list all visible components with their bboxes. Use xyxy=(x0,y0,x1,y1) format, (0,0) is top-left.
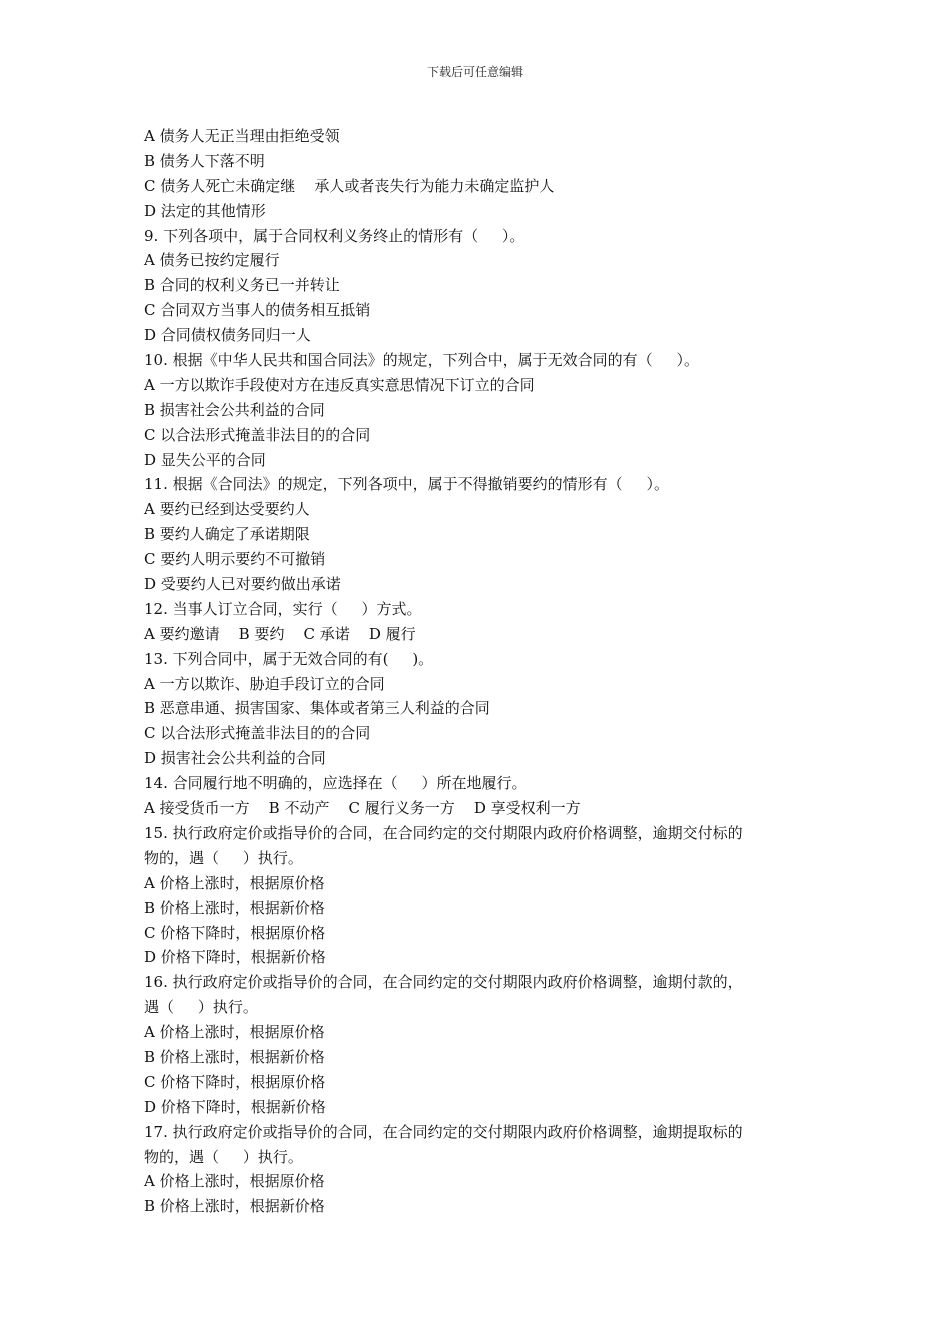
question-9: 9. 下列各项中，属于合同权利义务终止的情形有（ ）。 xyxy=(144,226,525,245)
text-line: A 一方以欺诈手段使对方在违反真实意思情况下订立的合同 xyxy=(144,375,535,394)
text-line: B 恶意串通、损害国家、集体或者第三人利益的合同 xyxy=(144,699,490,718)
text-line: 物的，遇（ ）执行。 xyxy=(144,848,303,867)
text-line: A 价格上涨时，根据原价格 xyxy=(144,1023,325,1042)
text-line: A 债务已按约定履行 xyxy=(144,251,280,270)
text-line: B 价格上涨时，根据新价格 xyxy=(144,898,325,917)
question-16: 16. 执行政府定价或指导价的合同，在合同约定的交付期限内政府价格调整，逾期付款的， xyxy=(144,973,743,992)
question-12: 12. 当事人订立合同，实行（ ）方式。 xyxy=(144,599,422,618)
text-line: A 价格上涨时，根据原价格 xyxy=(144,873,325,892)
text-line: D 法定的其他情形 xyxy=(144,201,266,220)
text-line: D 显失公平的合同 xyxy=(144,450,266,469)
text-line: D 合同债权债务同归一人 xyxy=(144,326,311,345)
document-body xyxy=(144,124,814,1219)
text-line: A 接受货币一方 B 不动产 C 履行义务一方 D 享受权利一方 xyxy=(144,799,581,818)
text-line: B 合同的权利义务已一并转让 xyxy=(144,276,340,295)
text-line: A 要约邀请 B 要约 C 承诺 D 履行 xyxy=(144,624,416,643)
text-line: B 要约人确定了承诺期限 xyxy=(144,525,310,544)
text-line: C 债务人死亡未确定继 承人或者丧失行为能力未确定监护人 xyxy=(144,176,555,195)
text-line: C 价格下降时，根据原价格 xyxy=(144,1072,326,1091)
question-14: 14. 合同履行地不明确的，应选择在（ ）所在地履行。 xyxy=(144,774,527,793)
text-line: D 价格下降时，根据新价格 xyxy=(144,1097,326,1116)
question-13: 13. 下列合同中，属于无效合同的有( )。 xyxy=(144,649,434,668)
question-17: 17. 执行政府定价或指导价的合同，在合同约定的交付期限内政府价格调整，逾期提取标的 xyxy=(144,1122,743,1141)
text-line: C 合同双方当事人的债务相互抵销 xyxy=(144,301,371,320)
text-line: A 债务人无正当理由拒绝受领 xyxy=(144,127,340,145)
text-line: B 损害社会公共利益的合同 xyxy=(144,400,325,419)
text-line: A 价格上涨时，根据原价格 xyxy=(144,1172,325,1191)
text-line: B 债务人下落不明 xyxy=(144,151,265,170)
text-line: 遇（ ）执行。 xyxy=(144,998,258,1017)
text-line: A 要约已经到达受要约人 xyxy=(144,500,310,519)
text-line: C 以合法形式掩盖非法目的的合同 xyxy=(144,724,371,743)
text-line: C 以合法形式掩盖非法目的的合同 xyxy=(144,425,371,444)
text-line: D 价格下降时，根据新价格 xyxy=(144,948,326,967)
text-line: A 一方以欺诈、胁迫手段订立的合同 xyxy=(144,674,385,693)
text-line: 物的，遇（ ）执行。 xyxy=(144,1147,303,1166)
text-line: B 价格上涨时，根据新价格 xyxy=(144,1047,325,1066)
text-line: D 受要约人已对要约做出承诺 xyxy=(144,575,341,594)
question-10: 10. 根据《中华人民共和国合同法》的规定，下列合中，属于无效合同的有（ ）。 xyxy=(144,351,699,370)
text-line: C 价格下降时，根据原价格 xyxy=(144,923,326,942)
text-line: C 要约人明示要约不可撤销 xyxy=(144,550,326,569)
question-15: 15. 执行政府定价或指导价的合同，在合同约定的交付期限内政府价格调整，逾期交付标的 xyxy=(144,823,743,842)
page-header: 下载后可任意编辑 xyxy=(426,65,523,79)
text-line: D 损害社会公共利益的合同 xyxy=(144,749,326,768)
question-11: 11. 根据《合同法》的规定，下列各项中，属于不得撤销要约的情形有（ ）。 xyxy=(144,475,669,494)
text-line: B 价格上涨时，根据新价格 xyxy=(144,1197,325,1216)
